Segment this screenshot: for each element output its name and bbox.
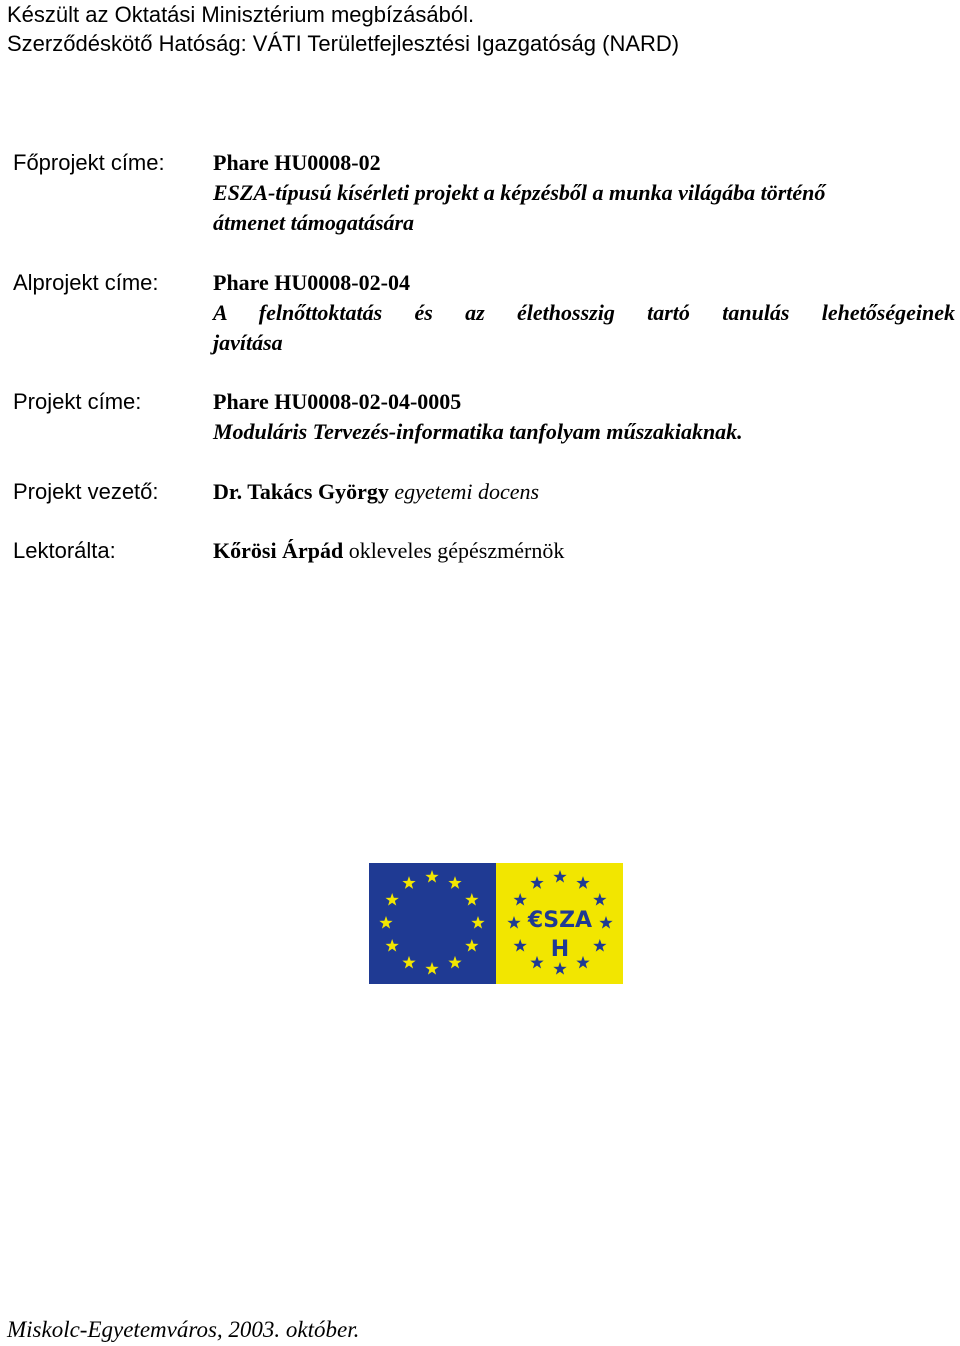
main-project-content	[213, 148, 955, 238]
project-title: Moduláris Tervezés-informatika tanfolyam műszakiaknak.	[213, 419, 743, 444]
document-header	[7, 0, 947, 58]
header-authority-line: Szerződéskötő Hatóság: VÁTI Területfejlesztési Igazgatóság (NARD)	[7, 31, 680, 56]
main-project-title-line1: ESZA-típusú kísérleti projekt a képzésből a munka világába történő	[213, 180, 826, 205]
reviewer-role: okleveles gépészmérnök	[348, 538, 565, 563]
eu-esza-logo	[369, 863, 623, 984]
logo-graphic	[369, 863, 623, 984]
subproject-code: Phare HU0008-02-04	[213, 270, 410, 295]
reviewer-content	[213, 536, 955, 566]
project-leader-content	[213, 477, 955, 507]
reviewer-label: Lektorálta:	[13, 538, 116, 563]
project-leader-role: egyetemi docens	[394, 479, 540, 504]
subproject-content	[213, 268, 955, 358]
project-leader-name: Dr. Takács György	[213, 479, 389, 504]
main-project-code: Phare HU0008-02	[213, 150, 381, 175]
main-project-label: Főprojekt címe:	[13, 150, 165, 175]
place-date: Miskolc-Egyetemváros, 2003. október.	[7, 1317, 360, 1342]
logo-h-text: H	[550, 937, 570, 962]
main-project-title-line2: átmenet támogatására	[213, 210, 415, 235]
project-leader-label: Projekt vezető:	[13, 479, 159, 504]
logo-esza-text: €SZA	[527, 908, 593, 933]
subproject-title-line2: javítása	[213, 330, 283, 355]
header-commission-line: Készült az Oktatási Minisztérium megbízásából.	[7, 2, 475, 27]
project-label: Projekt címe:	[13, 389, 142, 414]
project-content	[213, 387, 955, 447]
subproject-title-line1: A felnőttoktatás és az élethosszig tartó tanulás lehetőségeinek	[213, 300, 955, 325]
project-code: Phare HU0008-02-04-0005	[213, 389, 462, 414]
subproject-label: Alprojekt címe:	[13, 270, 159, 295]
reviewer-name: Kőrösi Árpád	[213, 538, 344, 563]
